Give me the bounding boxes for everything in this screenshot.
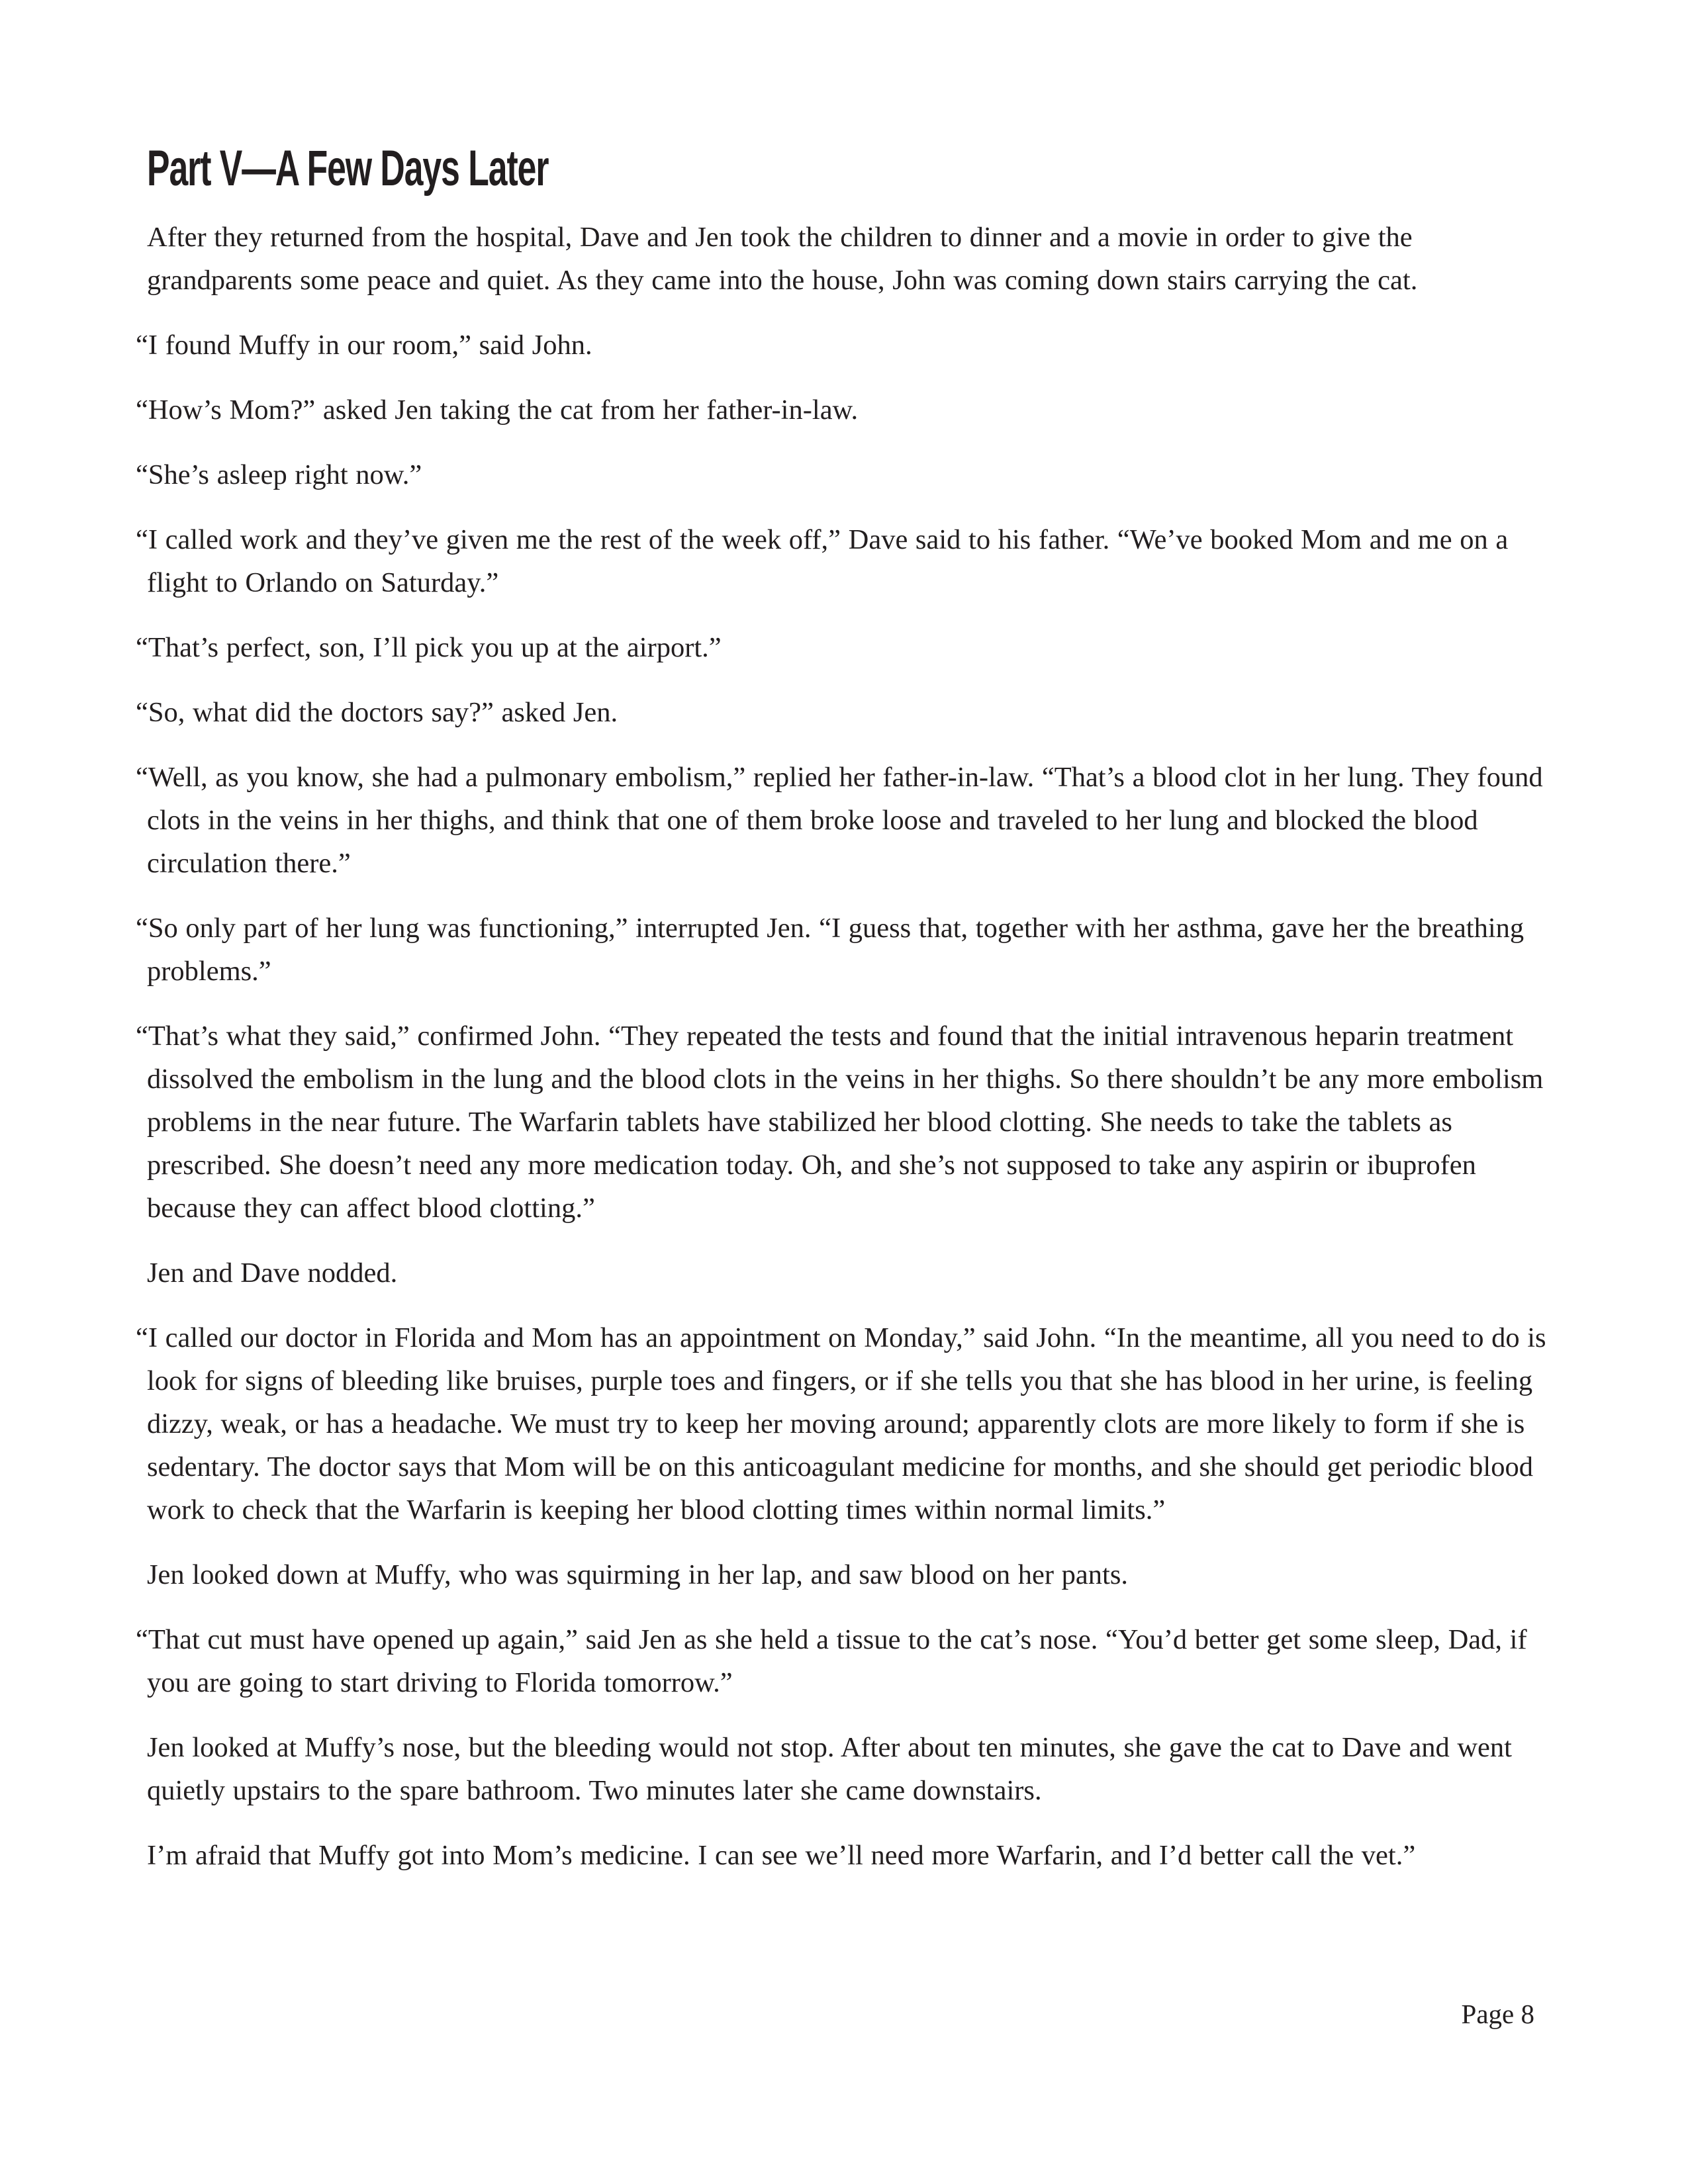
document-content (136, 139, 1552, 1877)
paragraph: I’m afraid that Muffy got into Mom’s medicine. I can see we’ll need more Warfarin, and I’d better call the vet.” (147, 1840, 1416, 1871)
paragraph: “That cut must have opened up again,” said Jen as she held a tissue to the cat’s nose. “You’d better get some sleep, Dad, if you are going to start driving to Florida tomorrow.” (136, 1624, 1527, 1698)
paragraph: Jen looked at Muffy’s nose, but the bleeding would not stop. After about ten minutes, she gave the cat to Dave and went quietly upstairs to the spare bathroom. Two minutes later she came downstairs. (147, 1732, 1512, 1806)
paragraph: “So, what did the doctors say?” asked Jen. (136, 697, 618, 728)
paragraph: “I called work and they’ve given me the rest of the week off,” Dave said to his father. “We’ve booked Mom and me on a flight to Orlando on Saturday.” (136, 524, 1509, 598)
paragraph: “That’s perfect, son, I’ll pick you up at the airport.” (136, 632, 722, 663)
paragraph: Jen looked down at Muffy, who was squirming in her lap, and saw blood on her pants. (147, 1559, 1129, 1590)
paragraph: “I found Muffy in our room,” said John. (136, 330, 592, 361)
paragraph: “Well, as you know, she had a pulmonary embolism,” replied her father-in-law. “That’s a blood clot in her lung. They found clots in the veins in her thighs, and think that one of them broke loose and traveled to her lung and blocked the blood circulation there.” (136, 762, 1543, 879)
paragraph: “So only part of her lung was functioning,” interrupted Jen. “I guess that, together with her asthma, gave her the breathing problems.” (136, 913, 1524, 987)
page-number: Page 8 (1461, 1999, 1534, 2029)
paragraph: After they returned from the hospital, Dave and Jen took the children to dinner and a movie in order to give the grandparents some peace and quiet. As they came into the house, John was coming down stairs carrying the cat. (147, 222, 1418, 296)
paragraph: “She’s asleep right now.” (136, 459, 422, 490)
paragraph: “I called our doctor in Florida and Mom has an appointment on Monday,” said John. “In the meantime, all you need to do is look for signs of bleeding like bruises, purple toes and fingers, or if she tells you that she has blood in her urine, is feeling dizzy, weak, or has a headache. We must try to keep her moving around; apparently clots are more likely to form if she is sedentary. The doctor says that Mom will be on this anticoagulant medicine for months, and she should get periodic blood work to check that the Warfarin is keeping her blood clotting times within normal limits.” (136, 1322, 1546, 1525)
page-title: Part V—A Few Days Later (147, 140, 549, 197)
paragraph: Jen and Dave nodded. (147, 1257, 398, 1289)
paragraph: “How’s Mom?” asked Jen taking the cat from her father-in-law. (136, 394, 859, 426)
paragraph: “That’s what they said,” confirmed John. “They repeated the tests and found that the initial intravenous heparin treatment dissolved the embolism in the lung and the blood clots in the veins in her thighs. So there shouldn’t be any more embolism problems in the near future. The Warfarin tablets have stabilized her blood clotting. She needs to take the tablets as prescribed. She doesn’t need any more medication today. Oh, and she’s not supposed to take any aspirin or ibuprofen because they can affect blood clotting.” (136, 1021, 1544, 1224)
